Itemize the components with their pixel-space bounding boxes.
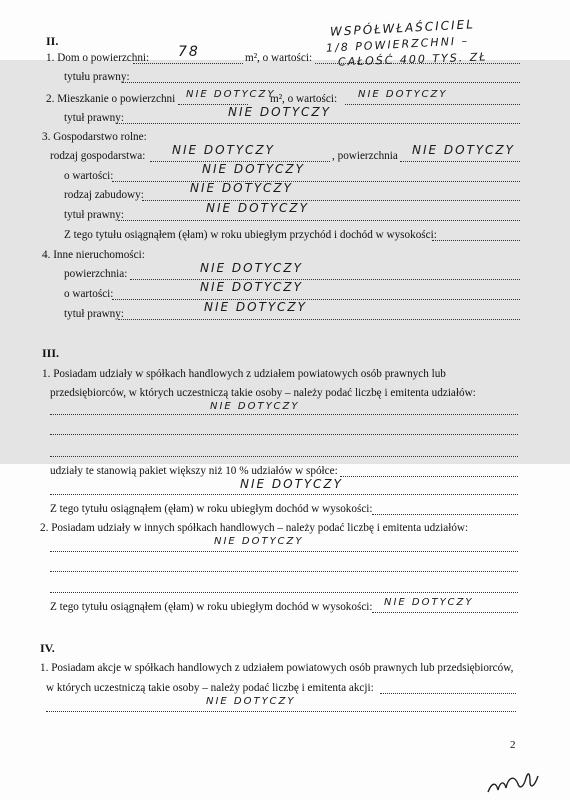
other-shares-label: 2. Posiadam udziały w innych spółkach handlowych – należy podać liczbę i emitenta udziałów:	[40, 522, 469, 534]
other-shares-dots-1	[50, 551, 518, 552]
apartment-title-value: NIE DOTYCZY	[228, 105, 331, 119]
signature-scribble	[484, 764, 544, 798]
other-value-label: o wartości:	[64, 288, 114, 300]
section-ii-heading: II.	[46, 34, 59, 48]
farm-area-dots	[400, 161, 520, 162]
house-title-dots	[122, 82, 520, 83]
shares-powiat-dots-3	[50, 456, 518, 457]
page-number: 2	[510, 739, 516, 751]
house-area-value: 78	[178, 44, 200, 60]
farm-type-value: NIE DOTYCZY	[172, 143, 275, 157]
stocks-line1: 1. Posiadam akcje w spółkach handlowych z udziałem powiatowych osób prawnych lub przedsiębiorców,	[40, 662, 514, 674]
farm-label: 3. Gospodarstwo rolne:	[42, 131, 147, 143]
other-title-label: tytuł prawny:	[64, 308, 124, 320]
other-shares-dots-3	[50, 592, 518, 593]
other-value-dots	[112, 299, 520, 300]
farm-value-value: NIE DOTYCZY	[202, 162, 305, 176]
other-shares-answer: NIE DOTYCZY	[214, 536, 304, 547]
other-value-value: NIE DOTYCZY	[200, 280, 303, 294]
house-unit-label: m², o wartości:	[245, 52, 313, 64]
house-area-dots	[133, 63, 243, 64]
package-label: udziały te stanowią pakiet większy niż 10 % udziałów w spółce:	[50, 465, 338, 477]
other-property-label: 4. Inne nieruchomości:	[42, 249, 145, 261]
farm-area-label: , powierzchnia	[332, 150, 398, 162]
apartment-area-value: NIE DOTYCZY	[186, 89, 276, 100]
farm-title-label: tytuł prawny:	[64, 209, 124, 221]
stocks-dots-1	[380, 693, 516, 694]
farm-income-dots	[432, 240, 520, 241]
apartment-title-label: tytuł prawny:	[64, 112, 124, 124]
shares-powiat-line1: 1. Posiadam udziały w spółkach handlowych z udziałem powiatowych osób prawnych lub	[42, 368, 446, 380]
shares-powiat-dots-1	[50, 414, 518, 415]
stocks-answer: NIE DOTYCZY	[206, 696, 296, 707]
handwritten-note-line1: WSPÓŁWŁAŚCICIEL	[329, 17, 476, 39]
farm-income-label: Z tego tytułu osiągnąłem (ęłam) w roku ubiegłym przychód i dochód w wysokości:	[64, 229, 437, 241]
farm-value-dots	[112, 181, 520, 182]
apartment-title-dots	[116, 123, 520, 124]
handwritten-note-line3: CAŁOŚĆ 400 TYS. ZŁ	[337, 50, 488, 69]
farm-title-dots	[118, 220, 520, 221]
other-shares-income-value: NIE DOTYCZY	[384, 597, 474, 608]
shares-powiat-dots-2	[50, 434, 518, 435]
farm-area-value: NIE DOTYCZY	[412, 143, 515, 157]
other-area-dots	[130, 279, 520, 280]
farm-title-value: NIE DOTYCZY	[206, 201, 309, 215]
handwritten-note-line2: 1/8 POWIERZCHNI –	[325, 34, 470, 55]
other-area-value: NIE DOTYCZY	[200, 261, 303, 275]
shares-powiat-line2: przedsiębiorców, w których uczestniczą takie osoby – należy podać liczbę i emitenta udziałów:	[50, 387, 476, 399]
stocks-dots-2	[46, 711, 516, 712]
farm-value-label: o wartości:	[64, 170, 114, 182]
other-area-label: powierzchnia:	[64, 268, 128, 280]
farm-build-dots	[142, 200, 520, 201]
other-title-dots	[118, 319, 520, 320]
shares-income-dots	[372, 514, 518, 515]
farm-type-label: rodzaj gospodarstwa:	[50, 150, 146, 162]
stocks-line2: w których uczestniczą takie osoby – należy podać liczbę i emitenta akcji:	[46, 682, 374, 694]
other-title-value: NIE DOTYCZY	[204, 300, 307, 314]
package-dots-2	[50, 494, 518, 495]
section-iii-heading: III.	[42, 346, 60, 360]
package-dots-1	[340, 476, 518, 477]
shares-powiat-answer: NIE DOTYCZY	[210, 401, 300, 412]
farm-build-value: NIE DOTYCZY	[190, 181, 293, 195]
package-answer: NIE DOTYCZY	[240, 477, 343, 491]
apartment-label: 2. Mieszkanie o powierzchni	[46, 93, 176, 105]
apartment-value-dots	[345, 104, 520, 105]
farm-build-label: rodzaj zabudowy:	[64, 189, 144, 201]
apartment-value-value: NIE DOTYCZY	[358, 89, 448, 100]
house-label: 1. Dom o powierzchni:	[46, 52, 150, 64]
house-title-label: tytułu prawny:	[64, 71, 130, 83]
other-shares-income-dots	[372, 612, 518, 613]
section-iv-heading: IV.	[40, 641, 55, 655]
shares-income-label: Z tego tytułu osiągnąłem (ęłam) w roku ubiegłym dochód w wysokości:	[50, 503, 373, 515]
other-shares-income-label: Z tego tytułu osiągnąłem (ęłam) w roku ubiegłym dochód w wysokości:	[50, 601, 373, 613]
apartment-unit-label: m², o wartości:	[270, 93, 338, 105]
other-shares-dots-2	[50, 571, 518, 572]
